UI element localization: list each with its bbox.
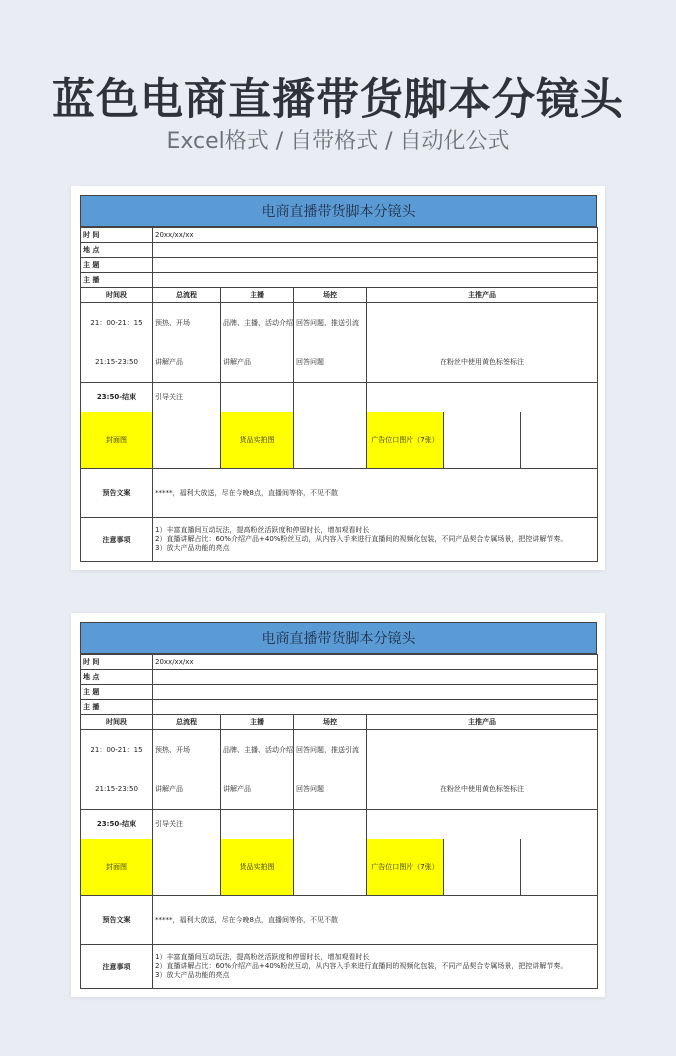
host-cell[interactable]	[221, 383, 294, 412]
product-cell[interactable]	[367, 383, 598, 412]
flow-cell[interactable]: 引导关注	[153, 383, 221, 412]
info-label: 主 题	[81, 258, 153, 273]
notes-text[interactable]	[153, 518, 598, 562]
column-header: 总流程	[153, 715, 221, 730]
info-label: 主 播	[81, 700, 153, 715]
column-header: 场控	[294, 288, 367, 303]
notes-label: 注意事项	[81, 945, 153, 989]
blank-cell	[444, 839, 521, 896]
control-cell[interactable]	[294, 383, 367, 412]
script-table	[80, 227, 598, 562]
note-line: 1）丰富直播间互动玩法，提高粉丝活跃度和停留时长，增加观看时长	[155, 526, 370, 534]
info-label: 时 间	[81, 655, 153, 670]
column-header: 时间段	[81, 288, 153, 303]
control-cell[interactable]: 回答问题	[294, 343, 367, 383]
sheet-preview-2	[71, 613, 605, 997]
blank-cell	[521, 412, 598, 469]
info-label: 时 间	[81, 228, 153, 243]
info-value[interactable]	[153, 670, 598, 685]
product-cell[interactable]: 在粉丝中使用黄色标签标注	[367, 343, 598, 383]
flow-cell[interactable]: 引导关注	[153, 810, 221, 839]
control-cell[interactable]	[294, 810, 367, 839]
note-line: 3）放大产品功能的亮点	[155, 971, 230, 979]
preview-label: 预告文案	[81, 896, 153, 945]
info-value[interactable]	[153, 258, 598, 273]
notes-label: 注意事项	[81, 518, 153, 562]
column-header: 主播	[221, 715, 294, 730]
note-line: 1）丰富直播间互动玩法，提高粉丝活跃度和停留时长，增加观看时长	[155, 953, 370, 961]
note-line: 2）直播讲解占比：60%介绍产品+40%粉丝互动，从内容入手来进行直播间的视频化包装，不同产品契合专属场景，把控讲解节奏。	[155, 962, 568, 970]
column-header: 总流程	[153, 288, 221, 303]
spreadsheet	[80, 195, 597, 562]
info-value[interactable]	[153, 700, 598, 715]
flow-cell[interactable]: 预热、开场	[153, 730, 221, 770]
flow-cell[interactable]: 讲解产品	[153, 343, 221, 383]
column-header: 时间段	[81, 715, 153, 730]
info-value[interactable]: 20xx/xx/xx	[153, 655, 598, 670]
host-cell[interactable]: 品牌、主播、活动介绍	[221, 303, 294, 343]
preview-text[interactable]: *****，福利大放送，尽在今晚8点，直播间等你，不见不散	[153, 469, 598, 518]
time-cell[interactable]: 23:50-结束	[81, 383, 153, 412]
ad-image-cell[interactable]: 广告位口图片（7张）	[367, 839, 444, 896]
info-label: 地 点	[81, 670, 153, 685]
time-cell[interactable]: 23:50-结束	[81, 810, 153, 839]
page-subtitle: Excel格式 / 自带格式 / 自动化公式	[166, 129, 510, 154]
host-cell[interactable]	[221, 810, 294, 839]
flow-cell[interactable]: 讲解产品	[153, 770, 221, 810]
time-cell[interactable]: 21:15-23:50	[81, 343, 153, 383]
column-header: 场控	[294, 715, 367, 730]
blank-cell	[294, 839, 367, 896]
host-cell[interactable]: 讲解产品	[221, 770, 294, 810]
time-cell[interactable]: 21：00-21：15	[81, 303, 153, 343]
spreadsheet	[80, 622, 597, 989]
preview-label: 预告文案	[81, 469, 153, 518]
note-line: 3）放大产品功能的亮点	[155, 544, 230, 552]
time-cell[interactable]: 21：00-21：15	[81, 730, 153, 770]
host-cell[interactable]: 讲解产品	[221, 343, 294, 383]
product-cell[interactable]	[367, 810, 598, 839]
info-value[interactable]: 20xx/xx/xx	[153, 228, 598, 243]
sheet-header: 电商直播带货脚本分镜头	[80, 622, 597, 654]
column-header: 主推产品	[367, 288, 598, 303]
product-photo-cell[interactable]: 货品实拍图	[221, 412, 294, 469]
sheet-preview-1	[71, 186, 605, 570]
control-cell[interactable]: 回答问题	[294, 770, 367, 810]
note-line: 2）直播讲解占比：60%介绍产品+40%粉丝互动，从内容入手来进行直播间的视频化包装，不同产品契合专属场景，把控讲解节奏。	[155, 535, 568, 543]
blank-cell	[153, 839, 221, 896]
blank-cell	[521, 839, 598, 896]
info-value[interactable]	[153, 273, 598, 288]
info-label: 主 播	[81, 273, 153, 288]
product-cell[interactable]	[367, 730, 598, 770]
column-header: 主推产品	[367, 715, 598, 730]
control-cell[interactable]: 回答问题，推送引流	[294, 303, 367, 343]
product-photo-cell[interactable]: 货品实拍图	[221, 839, 294, 896]
blank-cell	[153, 412, 221, 469]
info-value[interactable]	[153, 685, 598, 700]
cover-image-cell[interactable]: 封面图	[81, 412, 153, 469]
flow-cell[interactable]: 预热、开场	[153, 303, 221, 343]
product-cell[interactable]	[367, 303, 598, 343]
blank-cell	[294, 412, 367, 469]
time-cell[interactable]: 21:15-23:50	[81, 770, 153, 810]
control-cell[interactable]: 回答问题，推送引流	[294, 730, 367, 770]
info-value[interactable]	[153, 243, 598, 258]
notes-text[interactable]	[153, 945, 598, 989]
ad-image-cell[interactable]: 广告位口图片（7张）	[367, 412, 444, 469]
host-cell[interactable]: 品牌、主播、活动介绍	[221, 730, 294, 770]
info-label: 主 题	[81, 685, 153, 700]
page-title: 蓝色电商直播带货脚本分镜头	[52, 75, 624, 125]
product-cell[interactable]: 在粉丝中使用黄色标签标注	[367, 770, 598, 810]
script-table	[80, 654, 598, 989]
cover-image-cell[interactable]: 封面图	[81, 839, 153, 896]
column-header: 主播	[221, 288, 294, 303]
blank-cell	[444, 412, 521, 469]
info-label: 地 点	[81, 243, 153, 258]
preview-text[interactable]: *****，福利大放送，尽在今晚8点，直播间等你，不见不散	[153, 896, 598, 945]
sheet-header: 电商直播带货脚本分镜头	[80, 195, 597, 227]
